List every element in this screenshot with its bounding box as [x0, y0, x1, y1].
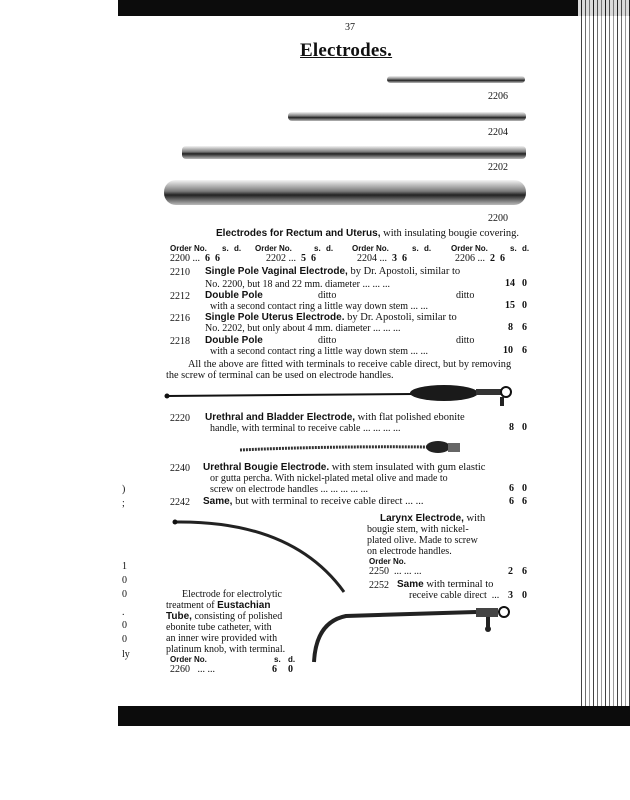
item-2212-no: 2212 — [170, 291, 190, 302]
item-2218-ditto1: ditto — [318, 335, 337, 346]
eustachian-order-header: Order No. — [170, 655, 207, 664]
eustachian-line6: platinum knob, with terminal. — [166, 644, 286, 655]
item-2210-shillings: 14 — [505, 278, 515, 289]
item-2252-no: 2252 — [369, 580, 389, 591]
electrode-2204-illustration — [288, 112, 526, 121]
page-title: Electrodes. — [300, 40, 393, 61]
larynx-pence: 6 — [522, 566, 527, 577]
item-2210-line1 — [205, 266, 460, 277]
larynx-line2: bougie stem, with nickel- — [367, 524, 469, 535]
item-2240-shillings: 6 — [509, 483, 514, 494]
item-2220-line2: handle, with terminal to receive cable ... ... ... ... — [210, 423, 401, 434]
price-header-d: d. — [424, 244, 432, 253]
eustachian-pence: 0 — [288, 664, 293, 675]
margin-fragment: ; — [122, 498, 125, 509]
item-2242-name: Same, — [203, 496, 233, 507]
item-2252-shillings: 3 — [508, 590, 513, 601]
price-row-2200 — [170, 253, 220, 264]
item-2252-desc: with terminal to — [423, 579, 494, 590]
price-header-d: d. — [326, 244, 334, 253]
margin-fragment: ) — [122, 484, 126, 495]
price-shillings: 2 — [490, 253, 495, 264]
price-header-s: s. — [222, 244, 229, 253]
price-header-d: d. — [234, 244, 242, 253]
scan-border-right — [578, 0, 630, 726]
figure-label-2202: 2202 — [488, 162, 508, 173]
larynx-line1 — [380, 513, 485, 524]
item-2252-pence: 0 — [522, 590, 527, 601]
item-2212-name: Double Pole — [205, 290, 263, 301]
item-2252-name: Same — [397, 579, 424, 590]
price-row-2204 — [357, 253, 407, 264]
figure-label-2206: 2206 — [488, 91, 508, 102]
larynx-electrode-illustration — [172, 516, 372, 596]
margin-fragment: ly — [122, 649, 130, 660]
item-2240-line2: or gutta percha. With nickel-plated metal olive and made to — [210, 473, 448, 484]
item-2218-name: Double Pole — [205, 335, 263, 346]
larynx-name: Larynx Electrode, — [380, 513, 464, 524]
price-row-2206 — [455, 253, 505, 264]
electrode-2206-illustration — [387, 76, 525, 83]
item-2218-line2: with a second contact ring a little way down stem ... ... — [210, 346, 429, 357]
eustachian-line3 — [166, 611, 282, 622]
item-2212-ditto1: ditto — [318, 290, 337, 301]
margin-fragment: 0 — [122, 634, 127, 645]
item-2216-line1 — [205, 312, 457, 323]
margin-fragment: 0 — [122, 575, 127, 586]
item-2240-line3: screw on electrode handles ... ... ... ... ... — [210, 484, 369, 495]
figure-label-2204: 2204 — [488, 127, 508, 138]
item-2216-desc: by Dr. Apostoli, similar to — [344, 312, 457, 323]
item-2240-line1 — [203, 462, 485, 473]
price-header-s: s. — [412, 244, 419, 253]
leader-dots: ... ... — [197, 664, 215, 675]
item-2218-ditto2: ditto — [456, 335, 475, 346]
scan-border-top — [118, 0, 630, 16]
item-2218-shillings: 10 — [503, 345, 513, 356]
item-2252-line2 — [409, 590, 499, 601]
item-2212-pence: 0 — [522, 300, 527, 311]
order-number: 2260 — [170, 664, 190, 675]
electrode-2200-illustration — [164, 180, 526, 205]
item-2218-no: 2218 — [170, 336, 190, 347]
section-heading-rest: with insulating bougie covering. — [380, 228, 520, 239]
price-shillings: 3 — [392, 253, 397, 264]
item-2210-desc: by Dr. Apostoli, similar to — [347, 266, 461, 277]
eustachian-row — [170, 664, 215, 675]
item-2210-line2: No. 2200, but 18 and 22 mm. diameter ... ... ... — [205, 279, 390, 290]
item-2212-shillings: 15 — [505, 300, 515, 311]
larynx-shillings: 2 — [508, 566, 513, 577]
item-2210-name: Single Pole Vaginal Electrode, — [205, 266, 348, 277]
eustachian-text: consisting of polished — [191, 611, 283, 622]
item-2240-desc: with stem insulated with gum elastic — [329, 462, 486, 473]
order-number: 2204 — [357, 253, 377, 264]
eustachian-line2 — [166, 600, 270, 611]
item-2240-name: Urethral Bougie Electrode. — [203, 462, 330, 473]
item-2220-shillings: 8 — [509, 422, 514, 433]
electrode-2202-illustration — [182, 146, 526, 159]
item-2220-pence: 0 — [522, 422, 527, 433]
margin-fragment: . — [122, 607, 125, 618]
order-number: 2206 — [455, 253, 475, 264]
eustachian-shillings: 6 — [272, 664, 277, 675]
eustachian-bold: Tube, — [166, 611, 192, 622]
price-pence: 6 — [500, 253, 505, 264]
urethral-bladder-electrode-illustration — [164, 383, 524, 409]
item-2252-line1 — [397, 579, 493, 590]
leader-dots: ... — [491, 590, 500, 601]
item-2212-ditto2: ditto — [456, 290, 475, 301]
item-2242-no: 2242 — [170, 497, 190, 508]
item-2216-pence: 6 — [522, 322, 527, 333]
price-shillings: 6 — [205, 253, 210, 264]
item-2242-shillings: 6 — [509, 496, 514, 507]
section-heading-bold: Electrodes for Rectum and Uterus, — [216, 228, 381, 239]
item-2220-no: 2220 — [170, 413, 190, 424]
item-2242-pence: 6 — [522, 496, 527, 507]
note-line-2: the screw of terminal can be used on electrode handles. — [166, 370, 394, 381]
price-header-order: Order No. — [255, 244, 292, 253]
item-2216-line2: No. 2202, but only about 4 mm. diameter ... ... ... — [205, 323, 401, 334]
item-2216-no: 2216 — [170, 313, 190, 324]
item-2210-pence: 0 — [522, 278, 527, 289]
larynx-row — [369, 566, 422, 577]
item-2242-line1 — [203, 496, 423, 507]
page-number: 37 — [345, 22, 355, 33]
price-shillings: 5 — [301, 253, 306, 264]
margin-fragment: 0 — [122, 620, 127, 631]
item-2240-pence: 0 — [522, 483, 527, 494]
larynx-order-header: Order No. — [369, 557, 406, 566]
eustachian-s-header: s. — [274, 655, 281, 664]
leader-dots: ... — [192, 253, 200, 264]
eustachian-bold: Eustachian — [217, 600, 271, 611]
larynx-line4: on electrode handles. — [367, 546, 452, 557]
item-2216-name: Single Pole Uterus Electrode. — [205, 312, 345, 323]
item-2252-desc2: receive cable direct — [409, 590, 487, 601]
larynx-desc: with — [463, 513, 486, 524]
eustachian-line1: Electrode for electrolytic — [182, 589, 282, 600]
price-header-d: d. — [522, 244, 530, 253]
note-line-1: All the above are fitted with terminals to receive cable direct, but by removing — [188, 359, 512, 370]
item-2218-pence: 6 — [522, 345, 527, 356]
leader-dots: ... — [288, 253, 296, 264]
price-pence: 6 — [215, 253, 220, 264]
item-2220-name: Urethral and Bladder Electrode, — [205, 412, 356, 423]
eustachian-text: treatment of — [166, 600, 218, 611]
order-number: 2200 — [170, 253, 190, 264]
larynx-line3: plated olive. Made to screw — [367, 535, 478, 546]
section-heading — [216, 228, 519, 239]
price-header-order: Order No. — [352, 244, 389, 253]
price-header-s: s. — [510, 244, 517, 253]
leader-dots: ... — [379, 253, 387, 264]
leader-dots: ... ... ... — [394, 566, 422, 577]
eustachian-d-header: d. — [288, 655, 296, 664]
item-2220-desc: with flat polished ebonite — [355, 412, 465, 423]
urethral-bougie-electrode-illustration — [238, 438, 468, 458]
figure-label-2200: 2200 — [488, 213, 508, 224]
order-number: 2250 — [369, 566, 389, 577]
eustachian-catheter-illustration — [306, 604, 526, 664]
eustachian-line5: an inner wire provided with — [166, 633, 278, 644]
price-pence: 6 — [311, 253, 316, 264]
item-2242-desc: but with terminal to receive cable direct ... ... — [232, 496, 424, 507]
price-header-s: s. — [314, 244, 321, 253]
price-pence: 6 — [402, 253, 407, 264]
item-2220-line1 — [205, 412, 465, 423]
item-2212-line2: with a second contact ring a little way down stem ... ... — [210, 301, 429, 312]
item-2240-no: 2240 — [170, 463, 190, 474]
leader-dots: ... — [477, 253, 485, 264]
margin-fragment: 0 — [122, 589, 127, 600]
eustachian-line4: ebonite tube catheter, with — [166, 622, 272, 633]
price-row-2202 — [266, 253, 316, 264]
scan-border-bottom — [118, 706, 630, 726]
price-header-order: Order No. — [170, 244, 207, 253]
item-2210-no: 2210 — [170, 267, 190, 278]
price-header-order: Order No. — [451, 244, 488, 253]
order-number: 2202 — [266, 253, 286, 264]
margin-fragment: 1 — [122, 561, 127, 572]
item-2216-shillings: 8 — [508, 322, 513, 333]
